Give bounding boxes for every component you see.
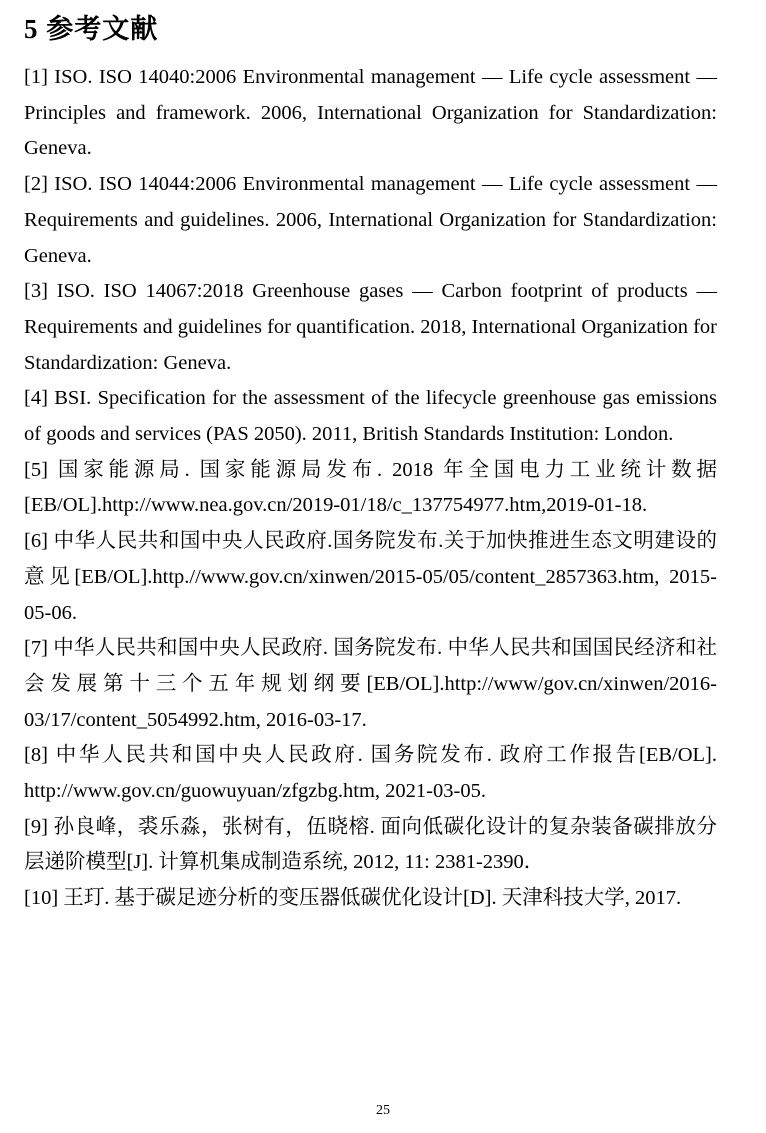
reference-list (24, 60, 717, 917)
section-title: 5 参考文献 (24, 14, 159, 44)
reference-item-4: [4] BSI. Specification for the assessment of the lifecycle greenhouse gas emissions of goods and services (PAS 2050). 2011, British Standards Institution: London. (24, 387, 717, 446)
reference-item-5: [5] 国家能源局. 国家能源局发布. 2018 年全国电力工业统计数据[EB/OL].http://www.nea.gov.cn/2019-01/18/c_137754977.htm,2019-01-18. (24, 458, 717, 517)
reference-item-10: [10] 王玎. 基于碳足迹分析的变压器低碳优化设计[D]. 天津科技大学, 2017. (24, 887, 682, 910)
reference-item-9: [9] 孙良峰，裘乐淼，张树有，伍晓榕. 面向低碳化设计的复杂装备碳排放分层递阶模型[J]. 计算机集成制造系统, 2012, 11: 2381-2390． (24, 815, 717, 874)
reference-item-2: [2] ISO. ISO 14044:2006 Environmental management — Life cycle assessment — Requirements and guidelines. 2006, International Organization for Standardization: Geneva. (24, 173, 717, 267)
reference-item-6: [6] 中华人民共和国中央人民政府.国务院发布.关于加快推进生态文明建设的意见[EB/OL].http.//www.gov.cn/xinwen/2015-05/05/content_2857363.htm, 2015-05-06. (24, 530, 717, 624)
reference-item-3: [3] ISO. ISO 14067:2018 Greenhouse gases — Carbon footprint of products — Requirements and guidelines for quantification. 2018, International Organization for Standardization: Geneva. (24, 280, 718, 374)
reference-item-7: [7] 中华人民共和国中央人民政府. 国务院发布. 中华人民共和国国民经济和社会发展第十三个五年规划纲要[EB/OL].http://www/gov.cn/xinwen/2016-03/17/content_5054992.htm, 2016-03-17. (24, 637, 717, 731)
page-number: 25 (376, 1103, 390, 1118)
reference-item-1: [1] ISO. ISO 14040:2006 Environmental management — Life cycle assessment — Principles and framework. 2006, International Organization for Standardization: Geneva. (24, 66, 717, 160)
reference-item-8: [8] 中华人民共和国中央人民政府. 国务院发布. 政府工作报告[EB/OL]. http://www.gov.cn/guowuyuan/zfgzbg.htm, 2021-03-05. (24, 744, 717, 803)
